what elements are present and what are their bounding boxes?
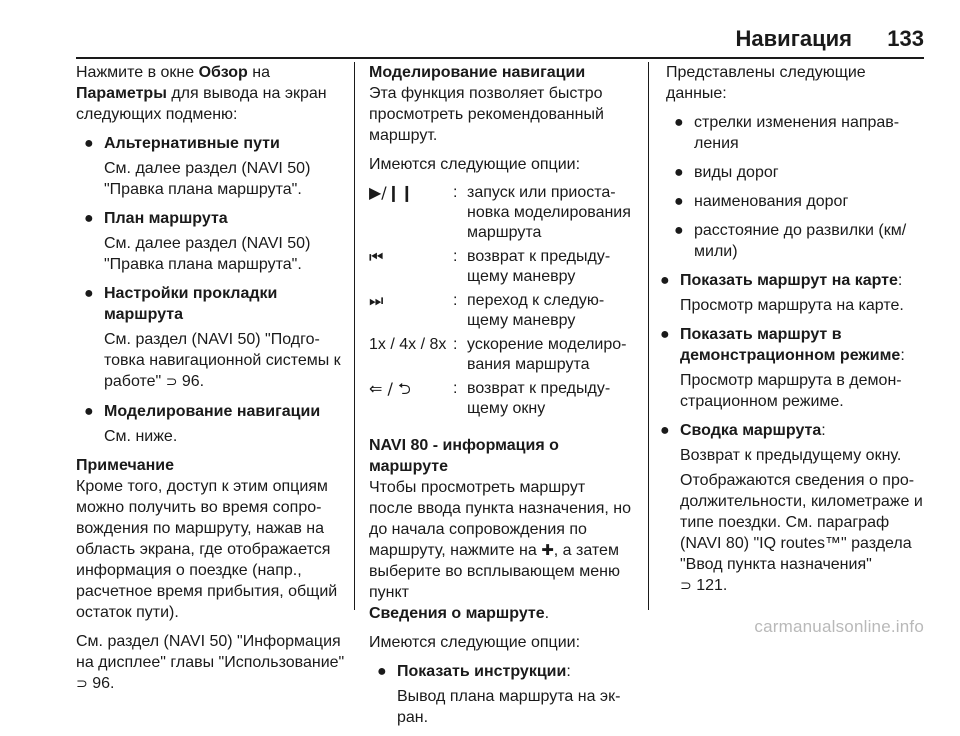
list-item-text: См. далее раздел (NAVI 50) "Правка плана маршрута". — [104, 235, 311, 273]
list-item: ● наименования дорог — [674, 193, 849, 210]
list-item — [76, 401, 348, 447]
page-header — [0, 0, 960, 58]
column-2 — [369, 62, 633, 736]
bullet-icon: ● — [84, 285, 94, 302]
note-text: Кроме того, доступ к этим опциям можно получить во время сопровождения по маршруту, нажав на область экрана, где отображается информация о поездке (напр., расчетное время прибытия, общий остаток пути). — [76, 478, 338, 621]
option-text: возврат к предыдущему окну — [467, 380, 611, 417]
list-item-text: См. раздел (NAVI 50) "Подготовка навигационной системы к работе" ⊃ 96. — [104, 331, 341, 390]
speed-options: 1x / 4x / 8x — [369, 336, 447, 353]
list-item-text: См. ниже. — [104, 428, 178, 445]
bullet-icon: ● — [84, 135, 94, 152]
table-row: ⇐ / ⮌ : возврат к предыдущему окну — [369, 379, 633, 423]
page-ref: 96. — [92, 675, 115, 692]
see-also-paragraph: См. раздел (NAVI 50) "Информация на дисплее" главы "Использование" ⊃ 96. — [76, 633, 345, 692]
options-intro-2: Имеются следующие опции: — [369, 634, 581, 651]
list-item-text: См. далее раздел (NAVI 50) "Правка плана маршрута". — [104, 160, 311, 198]
list-item-title: Показать маршрут в демонстрационном режиме — [680, 326, 901, 364]
bullet-icon: ● — [660, 326, 670, 343]
option-text: переход к следующему маневру — [467, 292, 605, 329]
play-pause-icon: ▶/❙❙ — [369, 183, 414, 202]
next-icon: ⏭ — [369, 291, 384, 310]
option-text: ускорение моделирования маршрута — [467, 336, 627, 373]
navi80-heading: NAVI 80 - информация о маршруте — [369, 437, 559, 475]
list-item-text: Вывод плана маршрута на экран. — [397, 688, 621, 726]
list-item-text: Отображаются сведения о продолжительности, километраже и типе поездки. См. параграф (NAVI 80) "IQ routes™" раздела "Ввод пункта назначения" ⊃ 121. — [680, 472, 923, 594]
list-item: ● стрелки изменения направления — [674, 114, 900, 152]
list-item — [76, 133, 348, 200]
bullet-icon: ● — [674, 164, 684, 181]
navi80-text: Чтобы просмотреть маршрут после ввода пункта назначения, но до начала сопровождения по маршруту, нажмите на ✚, а затем выберите во всплывающем меню пункт Сведения о маршруте. — [369, 479, 632, 622]
ref-arrow-icon: ⊃ — [76, 676, 88, 692]
note-heading: Примечание — [76, 457, 175, 474]
list-item-text: Просмотр маршрута на карте. — [680, 297, 904, 314]
overview-term: Обзор — [198, 64, 248, 81]
list-item: ● Показать маршрут на карте: Просмотр маршрута на карте. — [652, 270, 928, 316]
list-item-title: Сводка маршрута — [680, 422, 822, 439]
list-item-text: Возврат к предыдущему окну. — [680, 447, 902, 464]
bullet-icon: ● — [84, 403, 94, 420]
plus-icon: ✚ — [541, 541, 554, 559]
table-row: ⏮ : возврат к предыдущему маневру — [369, 247, 633, 291]
route-info-term: Сведения о маршруте — [369, 605, 545, 622]
bullet-icon: ● — [84, 210, 94, 227]
ref-arrow-icon: ⊃ — [165, 374, 178, 390]
bullet-icon: ● — [674, 193, 684, 210]
options-table — [369, 183, 633, 423]
page-number: 133 — [887, 26, 924, 51]
back-icon: ⇐ / ⮌ — [369, 379, 411, 398]
simulation-text: Эта функция позволяет быстро просмотреть рекомендованный маршрут. — [369, 85, 604, 144]
bullet-icon: ● — [377, 663, 387, 680]
watermark-link[interactable]: carmanualsonline.info — [754, 617, 924, 636]
column-divider-1 — [354, 62, 355, 610]
list-item-title: Моделирование навигации — [104, 403, 321, 420]
list-item-title: Настройки прокладки маршрута — [104, 285, 278, 323]
options-intro: Имеются следующие опции: — [369, 156, 581, 173]
bullet-icon: ● — [660, 272, 670, 289]
section-title: Навигация — [735, 26, 852, 51]
column-3 — [660, 62, 928, 605]
table-row: ▶/❙❙ : запуск или приостановка моделирования маршрута — [369, 183, 633, 247]
list-item-text: Просмотр маршрута в демонстрационном режиме. — [680, 372, 902, 410]
list-item — [76, 283, 348, 393]
ref-arrow-icon: ⊃ — [680, 578, 692, 594]
option-text: запуск или приостановка моделирования маршрута — [467, 184, 631, 241]
simulation-heading: Моделирование навигации — [369, 64, 586, 81]
page-ref: 121. — [696, 577, 728, 594]
shown-intro: Представлены следующие данные: — [666, 64, 866, 102]
parameters-term: Параметры — [76, 85, 167, 102]
list-item-title: Показать маршрут на карте — [680, 272, 898, 289]
bullet-icon: ● — [674, 222, 684, 239]
table-row: 1x / 4x / 8x : ускорение моделирования маршрута — [369, 335, 633, 379]
list-item: ● Показать инструкции: Вывод плана маршрута на экран. — [369, 661, 633, 728]
bullet-icon: ● — [660, 422, 670, 439]
header-divider — [76, 57, 924, 59]
list-item: ● Показать маршрут в демонстрационном режиме: Просмотр маршрута в демонстрационном режиме. — [652, 324, 928, 412]
column-divider-2 — [648, 62, 649, 610]
option-text: возврат к предыдущему маневру — [467, 248, 611, 285]
bullet-icon: ● — [674, 114, 684, 131]
list-item: ● Сводка маршрута: Возврат к предыдущему окну. Отображаются сведения о продолжительности, километраже и типе поездки. См. параграф (NAVI 80) "IQ routes™" раздела "Ввод пункта назначения" ⊃ 121. — [652, 420, 928, 597]
previous-icon: ⏮ — [369, 247, 384, 266]
list-item: ● виды дорог — [674, 164, 779, 181]
page-ref: 96. — [181, 373, 205, 390]
table-row: ⏭ : переход к следующему маневру — [369, 291, 633, 335]
list-item-title: Показать инструкции — [397, 663, 567, 680]
intro-paragraph: Нажмите в окне Обзор на Параметры для вывода на экран следующих подменю: — [76, 64, 327, 123]
column-1 — [76, 62, 348, 703]
list-item-title: Альтернативные пути — [104, 135, 280, 152]
list-item — [76, 208, 348, 275]
list-item: ● расстояние до развилки (км/мили) — [674, 222, 907, 260]
list-item-title: План маршрута — [104, 210, 228, 227]
